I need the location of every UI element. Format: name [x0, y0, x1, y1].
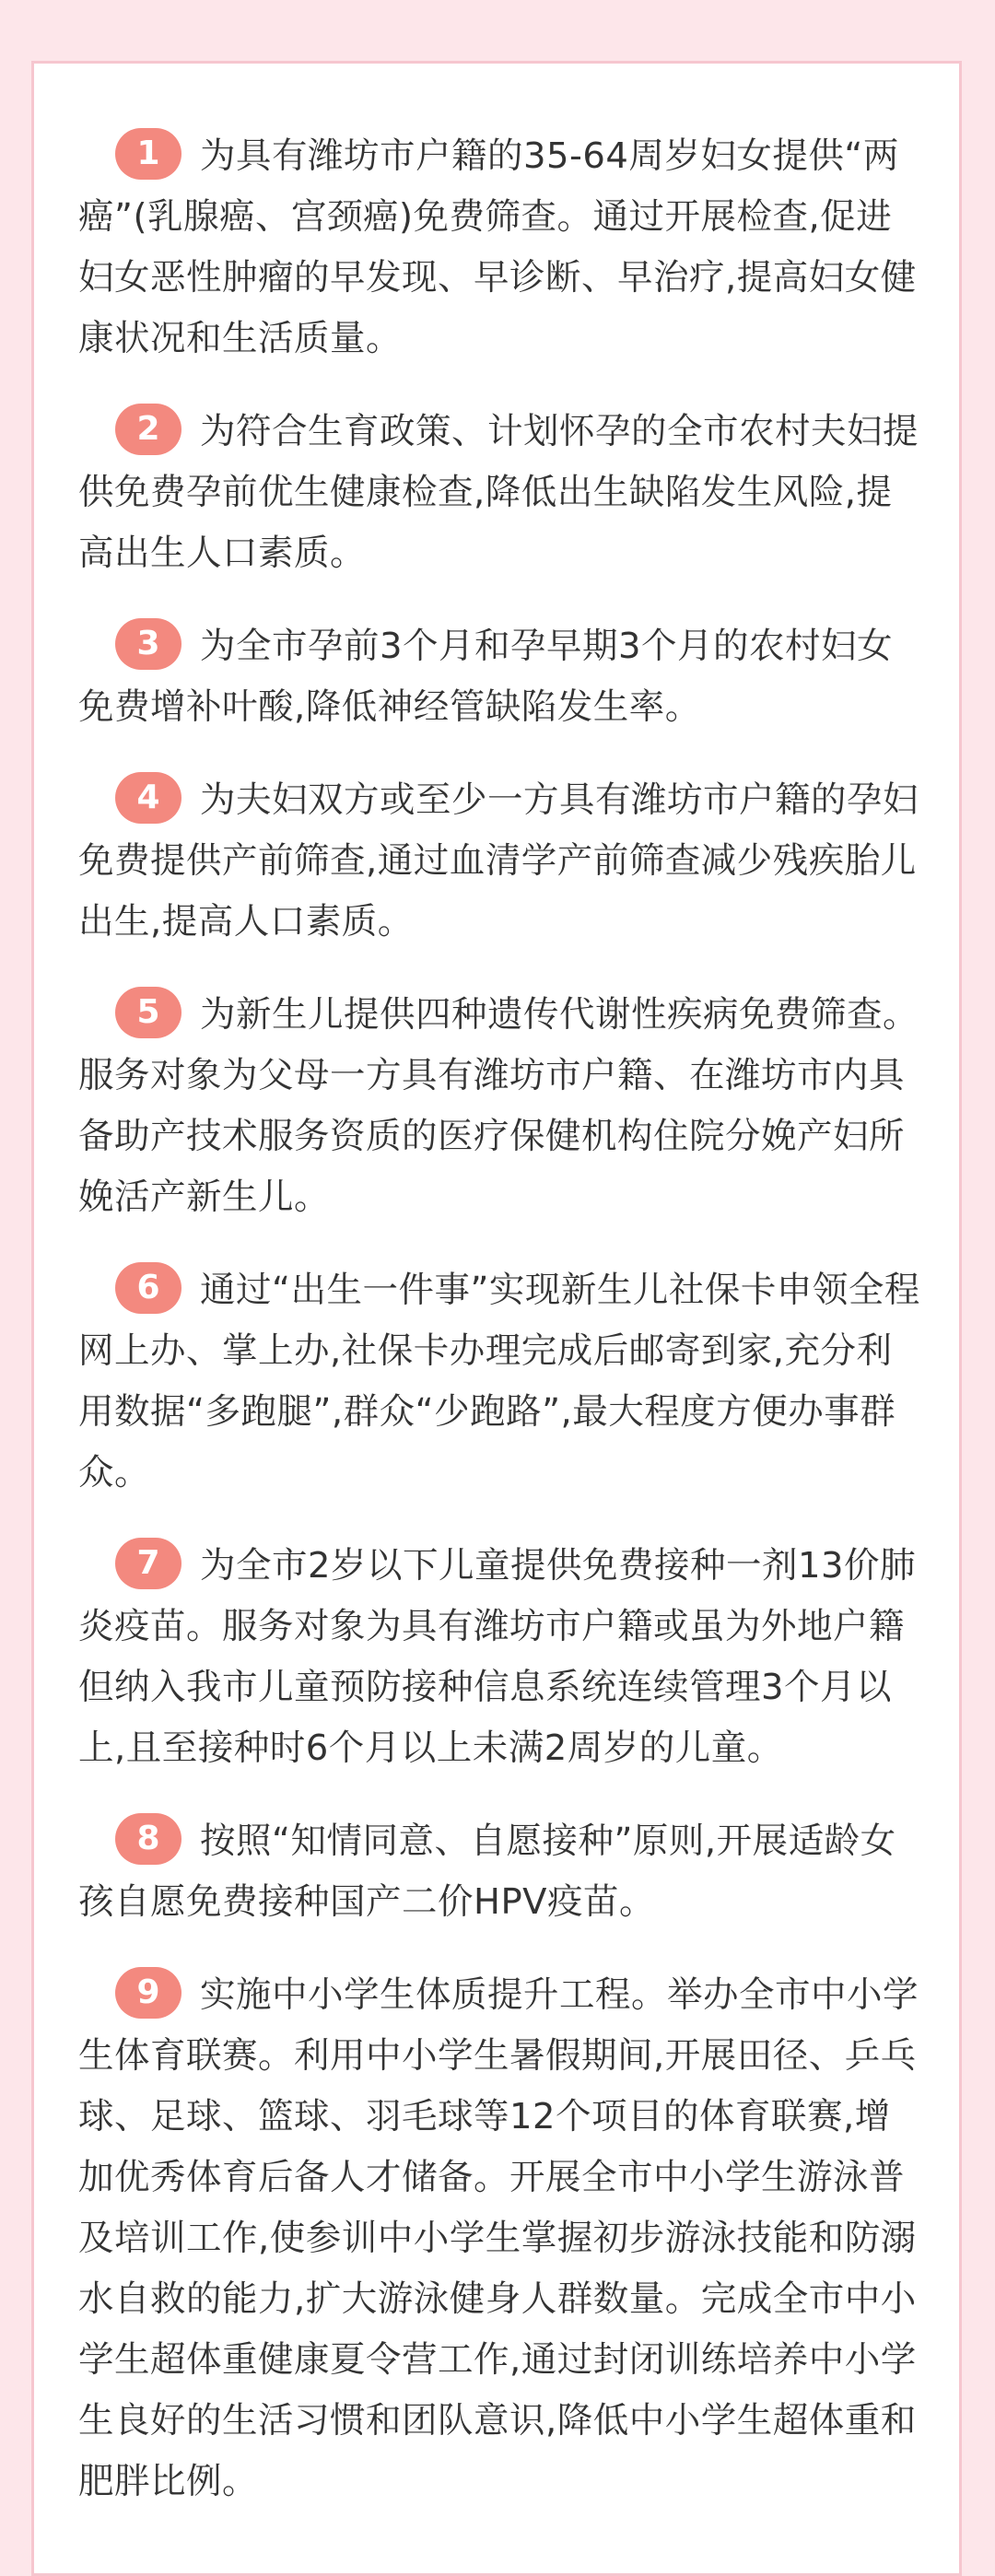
number-badge: 2 — [115, 404, 181, 455]
number-badge: 7 — [115, 1538, 181, 1589]
item-text: 实施中小学生体质提升工程。举办全市中小学生体育联赛。利用中小学生暑假期间,开展田径、乒乓球、足球、篮球、羽毛球等12个项目的体育联赛,增加优秀体育后备人才储备。开展全市中小学生游泳普及培训工作,使参训中小学生掌握初步游泳技能和防溺水自救的能力,扩大游泳健身人群数量。完成全市中小学生超体重健康夏令营工作,通过封闭训练培养中小学生良好的生活习惯和团队意识,降低中小学生超体重和肥胖比例。 — [78, 1974, 919, 2502]
item-text: 为具有潍坊市户籍的35-64周岁妇女提供“两癌”(乳腺癌、宫颈癌)免费筛查。通过开展检查,促进妇女恶性肿瘤的早发现、早诊断、早治疗,提高妇女健康状况和生活质量。 — [78, 135, 917, 359]
list-item — [78, 1260, 926, 1504]
item-text: 通过“出生一件事”实现新生儿社保卡申领全程网上办、掌上办,社保卡办理完成后邮寄到家,充分利用数据“多跑腿”,群众“少跑路”,最大程度方便办事群众。 — [78, 1270, 920, 1493]
item-text: 为全市孕前3个月和孕早期3个月的农村妇女免费增补叶酸,降低神经管缺陷发生率。 — [78, 626, 893, 728]
number-badge: 8 — [115, 1813, 181, 1865]
list-item — [78, 402, 926, 584]
list-item — [78, 126, 926, 369]
item-text: 为新生儿提供四种遗传代谢性疾病免费筛查。服务对象为父母一方具有潍坊市户籍、在潍坊市内具备助产技术服务资质的医疗保健机构住院分娩产妇所娩活产新生儿。 — [78, 994, 919, 1218]
number-badge: 4 — [115, 772, 181, 824]
number-badge: 5 — [115, 987, 181, 1038]
number-badge: 1 — [115, 128, 181, 180]
list-item — [78, 1536, 926, 1779]
list-item — [78, 1811, 926, 1933]
content-card — [31, 61, 962, 2576]
number-badge: 6 — [115, 1262, 181, 1314]
list-item — [78, 770, 926, 953]
number-badge: 3 — [115, 618, 181, 670]
list-item — [78, 985, 926, 1228]
list-item — [78, 616, 926, 738]
number-badge: 9 — [115, 1967, 181, 2019]
item-list — [78, 126, 926, 2545]
item-text: 为夫妇双方或至少一方具有潍坊市户籍的孕妇免费提供产前筛查,通过血清学产前筛查减少残疾胎儿出生,提高人口素质。 — [78, 779, 919, 943]
list-item — [78, 1965, 926, 2512]
item-text: 按照“知情同意、自愿接种”原则,开展适龄女孩自愿免费接种国产二价HPV疫苗。 — [78, 1821, 896, 1923]
item-text: 为全市2岁以下儿童提供免费接种一剂13价肺炎疫苗。服务对象为具有潍坊市户籍或虽为外地户籍但纳入我市儿童预防接种信息系统连续管理3个月以上,且至接种时6个月以上未满2周岁的儿童。 — [78, 1545, 916, 1769]
item-text: 为符合生育政策、计划怀孕的全市农村夫妇提供免费孕前优生健康检查,降低出生缺陷发生风险,提高出生人口素质。 — [78, 411, 919, 574]
